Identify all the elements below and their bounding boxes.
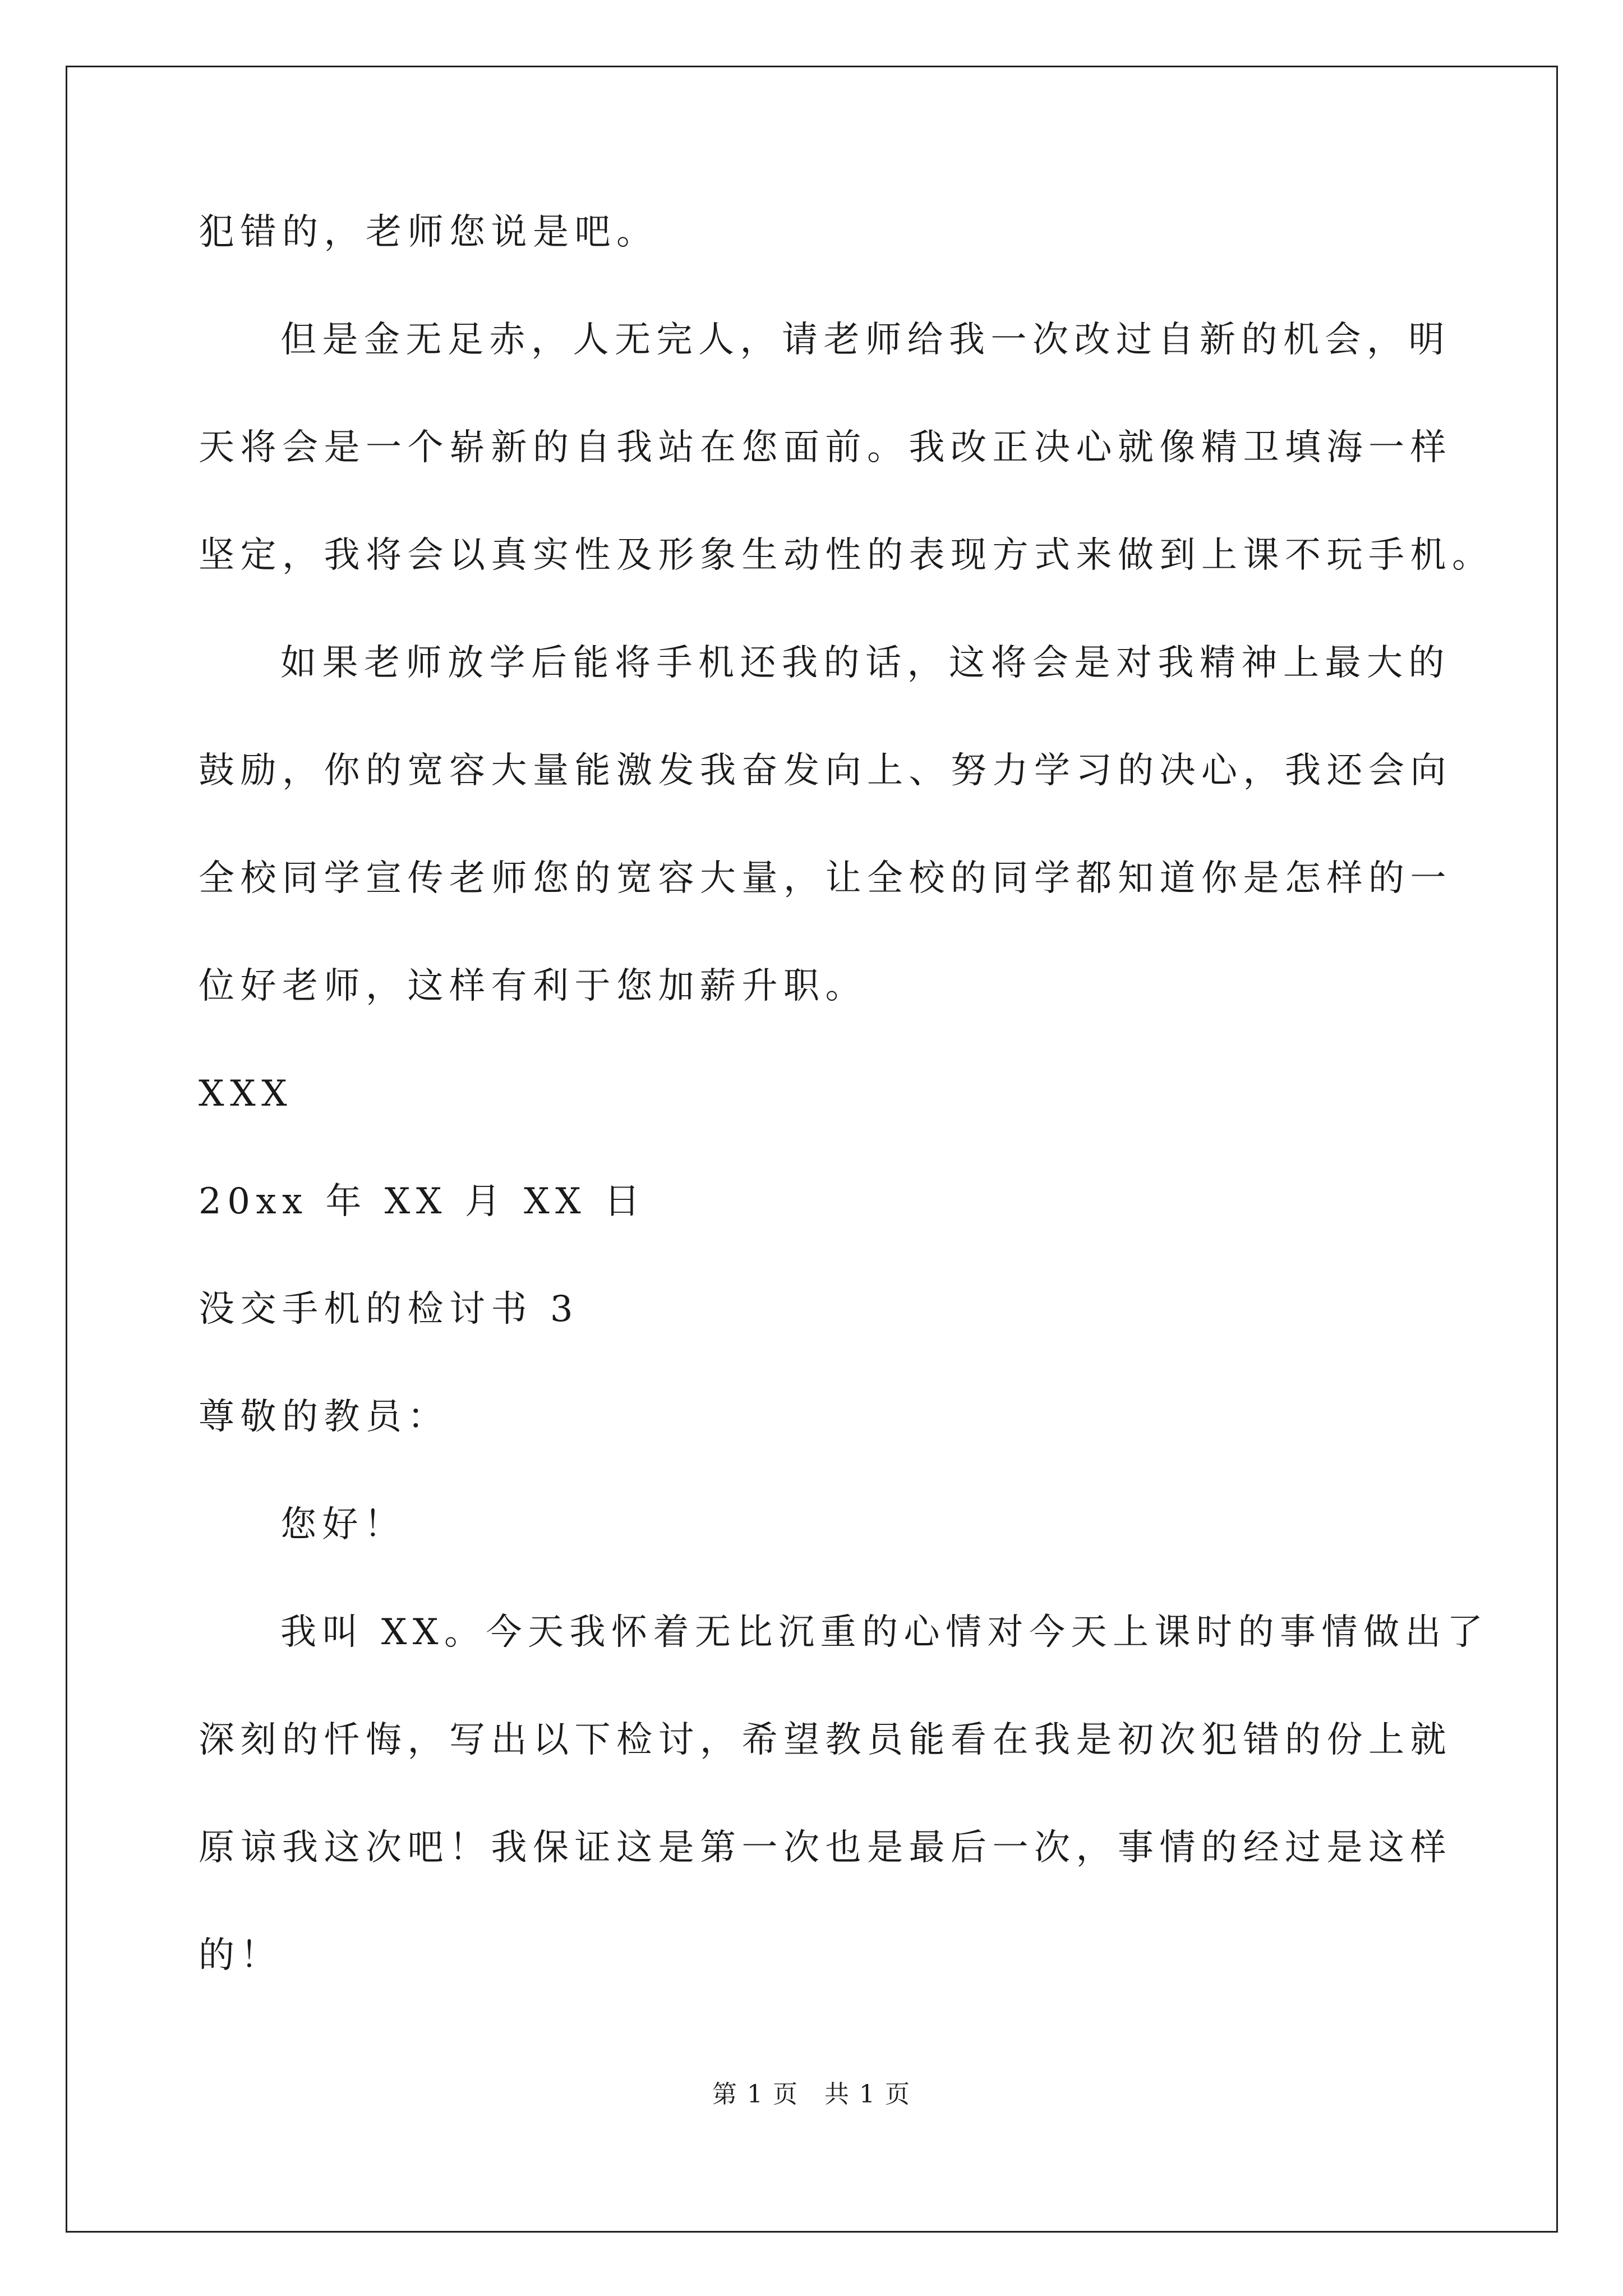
paragraph-line: 我叫 XX。今天我怀着无比沉重的心情对今天上课时的事情做出了 [280,1612,1489,1653]
paragraph-line: 鼓励，你的宽容大量能激发我奋发向上、努力学习的决心，我还会向 [199,750,1452,792]
paragraph-line: 如果老师放学后能将手机还我的话，这将会是对我精神上最大的 [280,642,1450,684]
paragraph-line: 原谅我这次吧！我保证这是第一次也是最后一次，事情的经过是这样 [199,1827,1452,1869]
paragraph-line: 但是金无足赤，人无完人，请老师给我一次改过自新的机会，明 [280,319,1450,361]
signature-name: XXX [199,1073,293,1115]
paragraph-line: 全校同学宣传老师您的宽容大量，让全校的同学都知道你是怎样的一 [199,858,1452,899]
greeting: 您好！ [280,1504,406,1545]
paragraph-line: 天将会是一个崭新的自我站在您面前。我改正决心就像精卫填海一样 [199,427,1452,468]
paragraph-line: 犯错的，老师您说是吧。 [199,211,658,253]
salutation: 尊敬的教员： [199,1396,449,1438]
signature-date: 20xx 年 XX 月 XX 日 [199,1181,646,1222]
page-border [66,66,1558,2233]
section-title: 没交手机的检讨书 3 [199,1289,579,1330]
paragraph-line: 的！ [199,1935,282,1976]
paragraph-line: 坚定，我将会以真实性及形象生动性的表现方式来做到上课不玩手机。 [199,535,1494,576]
paragraph-line: 位好老师，这样有利于您加薪升职。 [199,965,867,1007]
paragraph-line: 深刻的忏悔，写出以下检讨，希望教员能看在我是初次犯错的份上就 [199,1719,1452,1761]
page-footer: 第 1 页 共 1 页 [712,2080,911,2109]
